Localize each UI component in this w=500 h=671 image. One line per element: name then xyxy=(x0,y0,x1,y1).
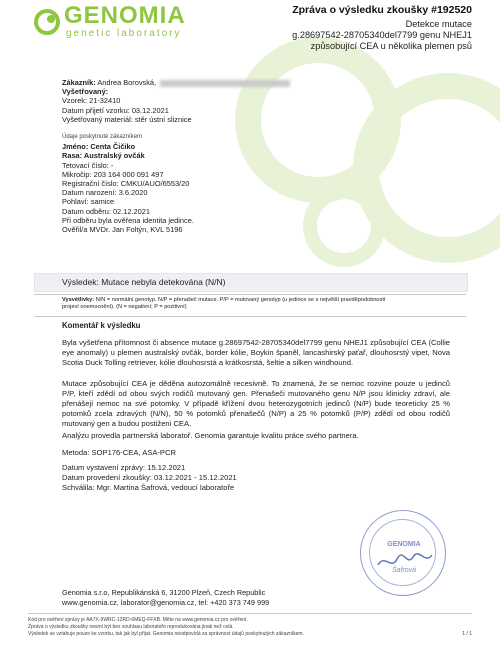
stamp-signature-text: Šafrová xyxy=(391,567,417,574)
footer-address: Genomia s.r.o, Republikánská 6, 31200 Plzeň, Czech Republic xyxy=(62,588,266,597)
page-number: 1 / 1 xyxy=(462,631,472,637)
bg-circle-small xyxy=(310,192,378,260)
explanation-line2: projeví onemocnění). (N = negativní; P = pozitivní) xyxy=(62,304,187,311)
examined-label: Vyšetřovaný: xyxy=(62,87,109,97)
collection-date: Datum odběru: 02.12.2021 xyxy=(62,206,150,216)
issued-date: Datum vystavení zprávy: 15.12.2021 xyxy=(62,463,186,472)
footer-contact: www.genomia.cz, laborator@genomia.cz, tel: +420 373 749 999 xyxy=(62,598,270,607)
approved-by: Schválila: Mgr. Martina Šafrová, vedoucí laboratoře xyxy=(62,483,235,492)
divider xyxy=(34,294,466,295)
identity-note: Při odběru byla ověřena identita jedince. xyxy=(62,215,194,225)
customer-name: Andrea Borovská, xyxy=(97,78,157,87)
verified-by: Ověřil/a MVDr. Jan Foltýn, KVL 5196 xyxy=(62,225,183,235)
redacted-address xyxy=(160,80,290,87)
comment-paragraph-3: Analýzu provedla partnerská laboratoř. Genomia garantuje kvalitu práce svého partnera. xyxy=(62,431,359,440)
genomia-logo xyxy=(34,4,186,39)
provided-by-note: Údaje poskytnuté zákazníkem xyxy=(62,134,143,140)
method: Metoda: SOP176-CEA, ASA-PCR xyxy=(62,448,176,457)
genomia-logo-icon xyxy=(34,9,60,35)
laboratory-stamp xyxy=(360,510,446,596)
comment-heading: Komentář k výsledku xyxy=(62,321,141,330)
explanation-block xyxy=(62,297,462,312)
reproduction-note: Zpráva o výsledku zkoušky nesmí být bez souhlasu laboratoře reprodukována jinak než celá. xyxy=(28,624,234,630)
animal-breed: Rasa: Australský ovčák xyxy=(62,151,145,161)
explanation-label: Vysvětlivky: xyxy=(62,297,95,303)
received-date: Datum přijetí vzorku: 03.12.2021 xyxy=(62,105,169,115)
stamp-top-text: GENOMIA xyxy=(387,541,421,548)
explanation-line1: N/N = normální genotyp. N/P = přenašeč mutace. P/P = mutovaný genotyp (u jedince se s největší pravděpodobností xyxy=(95,297,386,303)
material: Vyšetřovaný materiál: stěr ústní sliznice xyxy=(62,114,192,124)
logo-name: GENOMIA xyxy=(64,2,186,29)
customer-block xyxy=(62,78,290,124)
result-text: Výsledek: Mutace nebyla detekována (N/N) xyxy=(62,277,226,287)
customer-label: Zákazník: xyxy=(62,78,96,87)
report-subtitle: Detekce mutace g.28697542-28705340del7799 genu NHEJ1 způsobující CEA u několika plemen psů xyxy=(292,19,472,51)
divider xyxy=(34,316,466,317)
liability-note: Výsledek se vztahuje pouze ke vzorku, tak jak byl přijat. Genomia neodpovídá za správnost údajů poskytnutých zákazníkem. xyxy=(28,631,304,637)
tattoo: Tetovací číslo: - xyxy=(62,160,114,170)
sex: Pohlaví: samice xyxy=(62,197,115,207)
performed-date: Datum provedení zkoušky: 03.12.2021 - 15.12.2021 xyxy=(62,473,237,482)
footer-divider xyxy=(28,613,472,614)
animal-block xyxy=(62,133,194,234)
logo-subtitle: genetic laboratory xyxy=(66,28,182,39)
microchip: Mikročip: 203 164 000 091 497 xyxy=(62,169,164,179)
registration: Registrační číslo: CMKU/AUO/6553/20 xyxy=(62,179,190,189)
verification-note: Kód pro ověření zprávy je AA7X-9WRC-12RD-6MEQ-FFXB. Měte na www.genomia.cz pro ověření. xyxy=(28,617,248,623)
bg-circle-right xyxy=(366,86,500,250)
sample-id: Vzorek: 21-32410 xyxy=(62,96,121,106)
comment-paragraph-1: Byla vyšetřena přítomnost či absence mutace g.28697542-28705340del7799 genu NHEJ1 způsobující CEA (Collie eye anomaly) u plemen australský ovčák, border kólie, Boykin španěl, lancashirský paťař, dlouhosrstý vipet, Nova Scotia Duck Tolling retriever, kólie dlouhosrstá a krátkosrstá, šeltie a silken windhound. xyxy=(62,338,450,367)
animal-name: Jméno: Centa Čičiko xyxy=(62,142,136,152)
birth-date: Datum narození: 3.6.2020 xyxy=(62,188,148,198)
report-title: Zpráva o výsledku zkoušky #192520 xyxy=(292,4,472,16)
comment-paragraph-2: Mutace způsobující CEA je děděna autozomálně recesivně. To znamená, že se nemoc rozvine pouze u jedinců P/P, kteří zdědí od obou svých rodičů mutovaný gen. Přenašeči mutovaného genu N/P jsou klinicky zdraví, ale přenášejí nemoc na své potomky. V případě křížení dvou heterozygotních jedinců (N/P) bude teoreticky 25 % potomků zcela zdravých (N/N), 50 % potomků přenašečů (N/P) a 25 % potomků (P/P) zdědí od obou rodičů mutovaný gen a budou postiženi CEA. xyxy=(62,379,450,428)
